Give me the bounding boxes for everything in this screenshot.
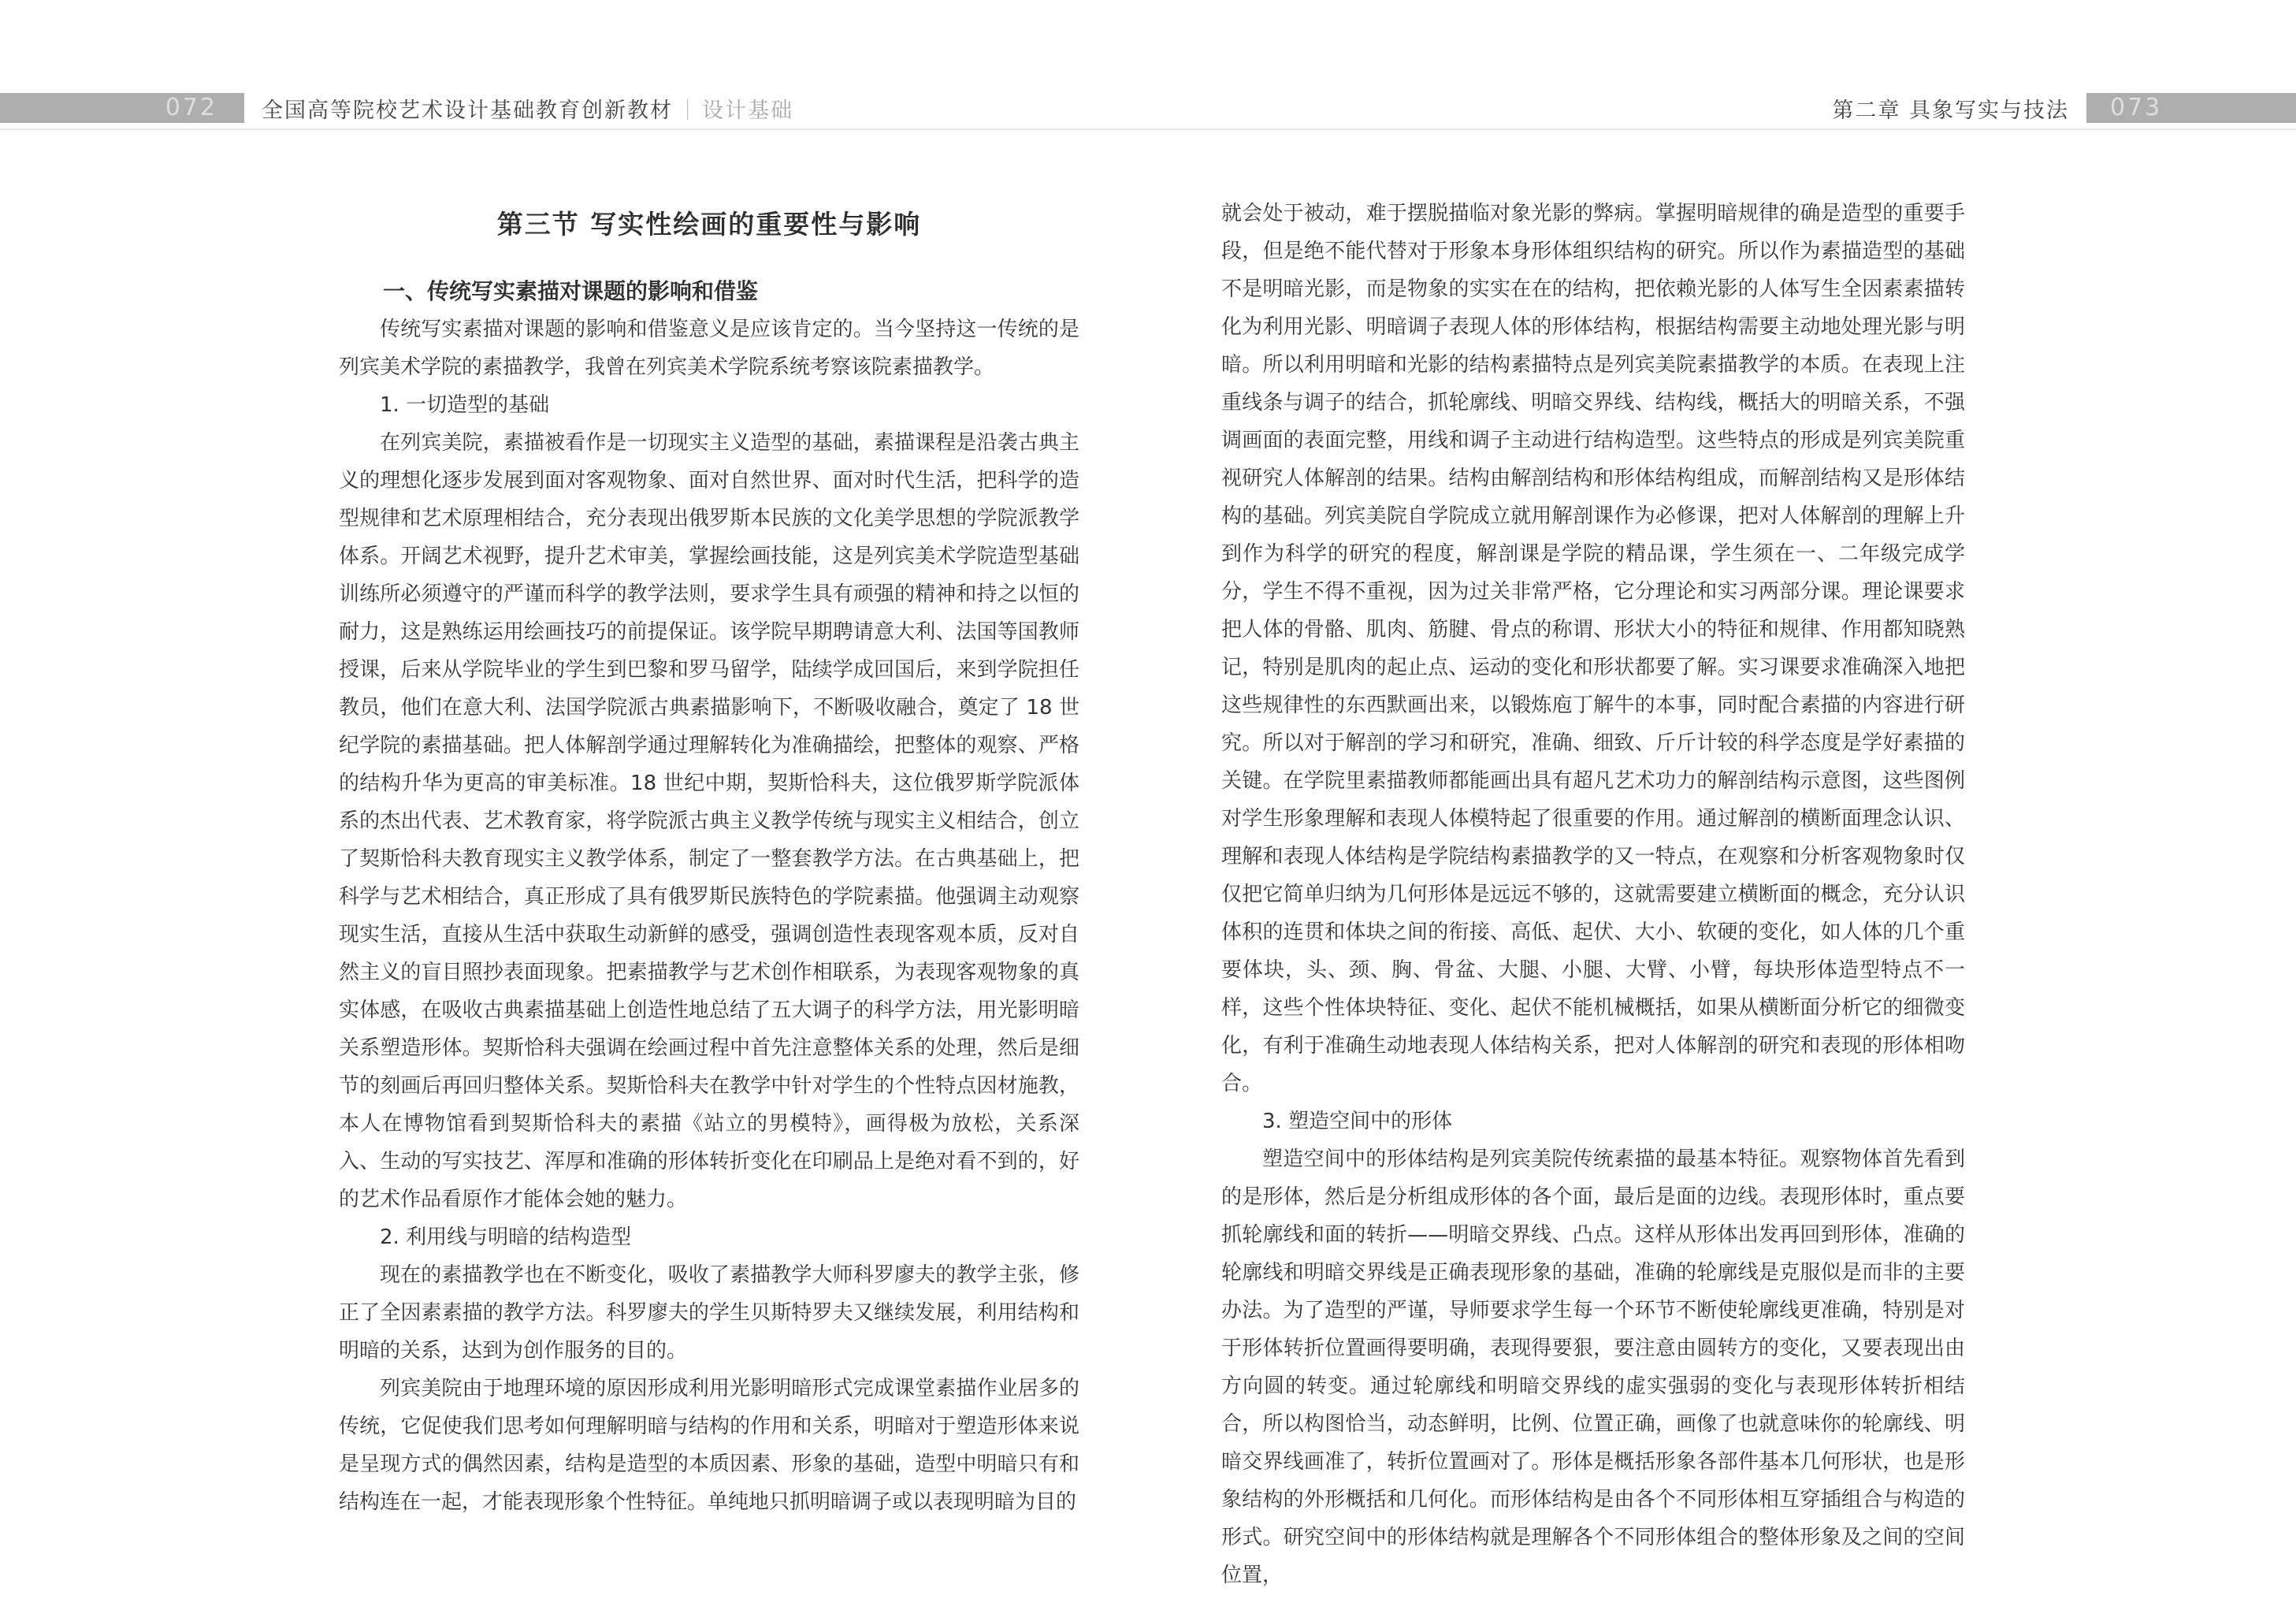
right-page-column	[1221, 195, 1965, 1594]
header-rule	[0, 128, 2296, 130]
left-page-column	[339, 193, 1079, 1521]
paragraph: 传统写实素描对课题的影响和借鉴意义是应该肯定的。当今坚持这一传统的是列宾美术学院的素描教学，我曾在列宾美术学院系统考察该院素描教学。	[339, 318, 1079, 379]
section-title: 第三节 写实性绘画的重要性与影响	[496, 209, 922, 240]
paragraph: 塑造空间中的形体结构是列宾美院传统素描的最基本特征。观察物体首先看到的是形体，然后是分析组成形体的各个面，最后是面的边线。表现形体时，重点要抓轮廓线和面的转折——明暗交界线、凸点。这样从形体出发再回到形体，准确的轮廓线和明暗交界线是正确表现形象的基础，准确的轮廓线是克服似是而非的主要办法。为了造型的严谨，导师要求学生每一个环节不断使轮廓线更准确，特别是对于形体转折位置画得要明确，表现得要狠，要注意由圆转方的变化，又要表现出由方向圆的转变。通过轮廓线和明暗交界线的虚实强弱的变化与表现形体转折相结合，所以构图恰当，动态鲜明，比例、位置正确，画像了也就意味你的轮廓线、明暗交界线画准了，转折位置画对了。形体是概括形象各部件基本几何形状，也是形象结构的外形概括和几何化。而形体结构是由各个不同形体相互穿插组合与构造的形式。研究空间中的形体结构就是理解各个不同形体组合的整体形象及之间的空间位置，	[1221, 1147, 1965, 1587]
paragraph: 现在的素描教学也在不断变化，吸收了素描教学大师科罗廖夫的教学主张，修正了全因素素描的教学方法。科罗廖夫的学生贝斯特罗夫又继续发展，利用结构和明暗的关系，达到为创作服务的目的。	[339, 1263, 1079, 1363]
paragraph: 列宾美院由于地理环境的原因形成利用光影明暗形式完成课堂素描作业居多的传统，它促使我们思考如何理解明暗与结构的作用和关系，明暗对于塑造形体来说是呈现方式的偶然因素，结构是造型的本质因素、形象的基础，造型中明暗只有和结构连在一起，才能表现形象个性特征。单纯地只抓明暗调子或以表现明暗为目的	[339, 1377, 1079, 1514]
right-page-number: 073	[2110, 94, 2163, 121]
left-running-head	[262, 93, 793, 123]
running-head-divider: |	[684, 95, 692, 121]
left-page-number: 072	[165, 94, 217, 121]
right-running-head	[1832, 93, 2069, 123]
book-subtitle: 设计基础	[702, 98, 794, 123]
series-title: 全国高等院校艺术设计基础教育创新教材	[262, 98, 673, 123]
numbered-subheading: 2. 利用线与明暗的结构造型	[380, 1225, 632, 1249]
chapter-title: 第二章 具象写实与技法	[1832, 98, 2069, 123]
subsection-heading: 一、传统写实素描对课题的影响和借鉴	[383, 278, 759, 304]
paragraph-continuation: 就会处于被动，难于摆脱描临对象光影的弊病。掌握明暗规律的确是造型的重要手段，但是绝不能代替对于形象本身形体组织结构的研究。所以作为素描造型的基础不是明暗光影，而是物象的实实在在的结构，把依赖光影的人体写生全因素素描转化为利用光影、明暗调子表现人体的形体结构，根据结构需要主动地处理光影与明暗。所以利用明暗和光影的结构素描特点是列宾美院素描教学的本质。在表现上注重线条与调子的结合，抓轮廓线、明暗交界线、结构线，概括大的明暗关系，不强调画面的表面完整，用线和调子主动进行结构造型。这些特点的形成是列宾美院重视研究人体解剖的结果。结构由解剖结构和形体结构组成，而解剖结构又是形体结构的基础。列宾美院自学院成立就用解剖课作为必修课，把对人体解剖的理解上升到作为科学的研究的程度，解剖课是学院的精品课，学生须在一、二年级完成学分，学生不得不重视，因为过关非常严格，它分理论和实习两部分课。理论课要求把人体的骨骼、肌肉、筋腱、骨点的称谓、形状大小的特征和规律、作用都知晓熟记，特别是肌肉的起止点、运动的变化和形状都要了解。实习课要求准确深入地把这些规律性的东西默画出来，以锻炼庖丁解牛的本事，同时配合素描的内容进行研究。所以对于解剖的学习和研究，准确、细致、斤斤计较的科学态度是学好素描的关键。在学院里素描教师都能画出具有超凡艺术功力的解剖结构示意图，这些图例对学生形象理解和表现人体模特起了很重要的作用。通过解剖的横断面理念认识、理解和表现人体结构是学院结构素描教学的又一特点，在观察和分析客观物象时仅仅把它简单归纳为几何形体是远远不够的，这就需要建立横断面的概念，充分认识体积的连贯和体块之间的衔接、高低、起伏、大小、软硬的变化，如人体的几个重要体块，头、颈、胸、骨盆、大腿、小腿、大臂、小臂，每块形体造型特点不一样，这些个性体块特征、变化、起伏不能机械概括，如果从横断面分析它的细微变化，有利于准确生动地表现人体结构关系，把对人体解剖的研究和表现的形体相吻合。	[1221, 202, 1965, 1095]
numbered-subheading: 3. 塑造空间中的形体	[1262, 1110, 1453, 1133]
left-page-number-bar	[0, 93, 244, 123]
numbered-subheading: 1. 一切造型的基础	[380, 393, 550, 417]
right-page-number-bar	[2086, 93, 2296, 123]
paragraph: 在列宾美院，素描被看作是一切现实主义造型的基础，素描课程是沿袭古典主义的理想化逐步发展到面对客观物象、面对自然世界、面对时代生活，把科学的造型规律和艺术原理相结合，充分表现出俄罗斯本民族的文化美学思想的学院派教学体系。开阔艺术视野，提升艺术审美，掌握绘画技能，这是列宾美术学院造型基础训练所必须遵守的严谨而科学的教学法则，要求学生具有顽强的精神和持之以恒的耐力，这是熟练运用绘画技巧的前提保证。该学院早期聘请意大利、法国等国教师授课，后来从学院毕业的学生到巴黎和罗马留学，陆续学成回国后，来到学院担任教员，他们在意大利、法国学院派古典素描影响下，不断吸收融合，奠定了 18 世纪学院的素描基础。把人体解剖学通过理解转化为准确描绘，把整体的观察、严格的结构升华为更高的审美标准。18 世纪中期，契斯恰科夫，这位俄罗斯学院派体系的杰出代表、艺术教育家，将学院派古典主义教学传统与现实主义相结合，创立了契斯恰科夫教育现实主义教学体系，制定了一整套教学方法。在古典基础上，把科学与艺术相结合，真正形成了具有俄罗斯民族特色的学院素描。他强调主动观察现实生活，直接从生活中获取生动新鲜的感受，强调创造性表现客观本质，反对自然主义的盲目照抄表面现象。把素描教学与艺术创作相联系，为表现客观物象的真实体感，在吸收古典素描基础上创造性地总结了五大调子的科学方法，用光影明暗关系塑造形体。契斯恰科夫强调在绘画过程中首先注意整体关系的处理，然后是细节的刻画后再回归整体关系。契斯恰科夫在教学中针对学生的个性特点因材施教，本人在博物馆看到契斯恰科夫的素描《站立的男模特》，画得极为放松，关系深入、生动的写实技艺、浑厚和准确的形体转折变化在印刷品上是绝对看不到的，好的艺术作品看原作才能体会她的魅力。	[339, 431, 1079, 1211]
